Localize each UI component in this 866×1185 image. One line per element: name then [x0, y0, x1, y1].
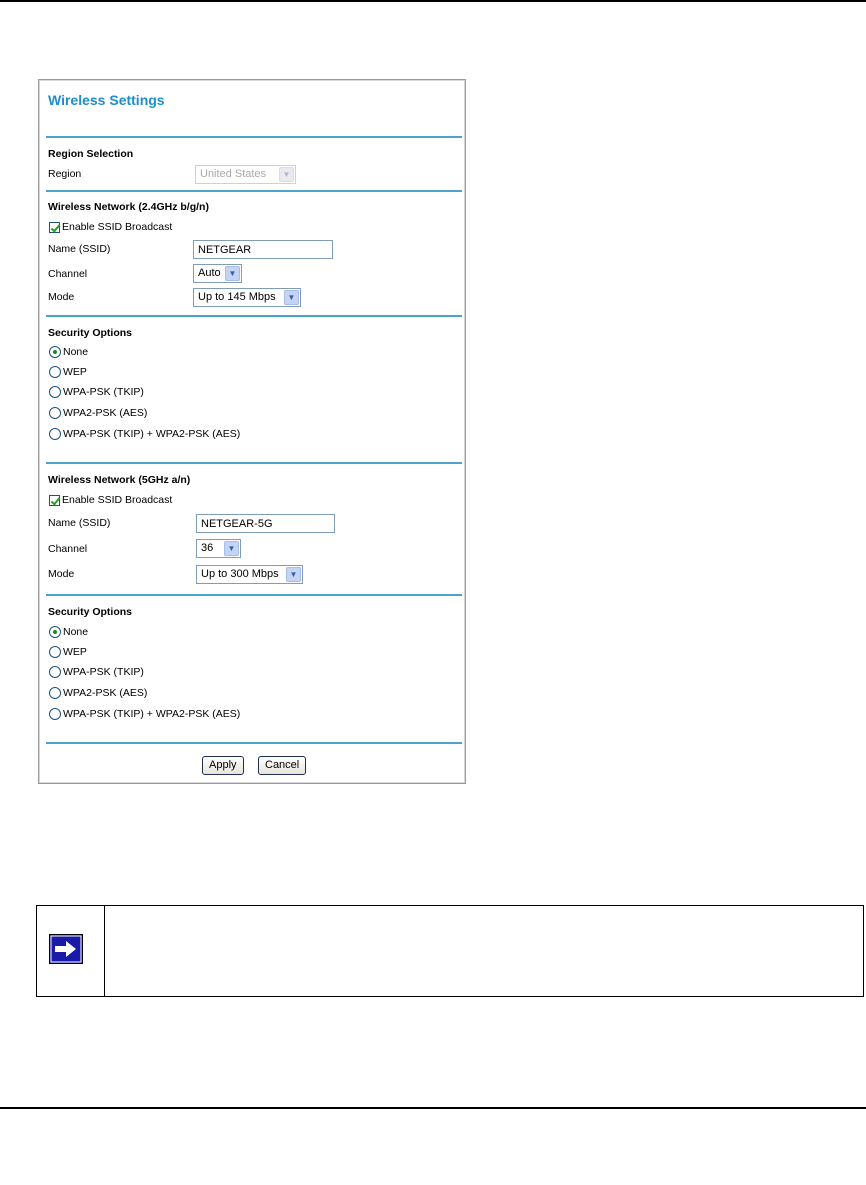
radio-icon[interactable]	[49, 407, 61, 419]
network-5-heading: Wireless Network (5GHz a/n)	[48, 474, 191, 486]
radio-icon[interactable]	[49, 428, 61, 440]
region-select	[195, 165, 296, 184]
security-24-option-label: None	[63, 346, 89, 358]
radio-icon[interactable]	[49, 666, 61, 678]
section-divider	[46, 315, 462, 317]
security-5-option-mixed[interactable]	[49, 708, 240, 720]
apply-button[interactable]: Apply	[202, 756, 244, 775]
ssid-5-label: Name (SSID)	[48, 517, 111, 529]
channel-24-select[interactable]	[193, 264, 242, 283]
radio-icon[interactable]	[49, 708, 61, 720]
radio-icon[interactable]	[49, 366, 61, 378]
mode-24-value: Up to 145 Mbps	[198, 291, 276, 303]
section-divider	[46, 136, 462, 138]
radio-icon[interactable]	[49, 687, 61, 699]
channel-24-value: Auto	[198, 267, 221, 279]
radio-icon[interactable]	[49, 646, 61, 658]
security-24-option-wpa-psk[interactable]	[49, 386, 144, 398]
radio-icon[interactable]	[49, 386, 61, 398]
checkbox-checked-icon[interactable]	[49, 222, 60, 233]
ssid-24-label: Name (SSID)	[48, 243, 111, 255]
section-divider	[46, 594, 462, 596]
section-divider	[46, 190, 462, 192]
chevron-down-icon[interactable]: ▼	[224, 541, 239, 556]
note-divider	[104, 906, 105, 996]
ssid-broadcast-5-label: Enable SSID Broadcast	[62, 494, 173, 506]
security-24-option-wep[interactable]	[49, 366, 87, 378]
security-5-option-label: WPA-PSK (TKIP) + WPA2-PSK (AES)	[63, 708, 241, 720]
security-5-option-label: WPA-PSK (TKIP)	[63, 666, 144, 678]
mode-5-label: Mode	[48, 568, 75, 580]
network-24-heading: Wireless Network (2.4GHz b/g/n)	[48, 201, 209, 213]
security-5-option-wep[interactable]	[49, 646, 87, 658]
mode-24-label: Mode	[48, 291, 75, 303]
chevron-down-icon[interactable]: ▼	[284, 290, 299, 305]
region-label: Region	[48, 168, 82, 180]
bottom-rule	[0, 1107, 866, 1109]
security-24-option-label: WEP	[63, 366, 87, 378]
ssid-broadcast-5-checkbox[interactable]	[49, 494, 172, 506]
section-divider	[46, 742, 462, 744]
note-box	[36, 905, 864, 997]
security-24-option-mixed[interactable]	[49, 428, 240, 440]
mode-5-select[interactable]	[196, 565, 303, 584]
channel-5-select[interactable]	[196, 539, 241, 558]
channel-24-label: Channel	[48, 268, 88, 280]
top-rule	[0, 0, 866, 2]
region-section-heading: Region Selection	[48, 148, 134, 160]
page-title: Wireless Settings	[48, 92, 165, 108]
channel-5-value: 36	[201, 542, 214, 554]
mode-5-value: Up to 300 Mbps	[201, 568, 279, 580]
right-arrow-icon	[49, 934, 83, 964]
security-24-heading: Security Options	[48, 327, 133, 339]
channel-5-label: Channel	[48, 543, 88, 555]
chevron-down-icon[interactable]: ▼	[225, 266, 240, 281]
security-24-option-wpa2-psk[interactable]	[49, 407, 147, 419]
security-5-option-label: WPA2-PSK (AES)	[63, 687, 148, 699]
cancel-button[interactable]: Cancel	[258, 756, 306, 775]
security-5-heading: Security Options	[48, 606, 133, 618]
security-24-option-label: WPA-PSK (TKIP)	[63, 386, 144, 398]
chevron-down-icon: ▼	[279, 167, 294, 182]
ssid-broadcast-24-checkbox[interactable]	[49, 221, 172, 233]
security-5-option-wpa2-psk[interactable]	[49, 687, 147, 699]
radio-selected-icon[interactable]	[49, 346, 61, 358]
mode-24-select[interactable]	[193, 288, 301, 307]
security-5-option-label: None	[63, 626, 89, 638]
wireless-settings-panel	[38, 79, 466, 784]
chevron-down-icon[interactable]: ▼	[286, 567, 301, 582]
security-24-option-label: WPA2-PSK (AES)	[63, 407, 148, 419]
section-divider	[46, 462, 462, 464]
security-24-option-label: WPA-PSK (TKIP) + WPA2-PSK (AES)	[63, 428, 241, 440]
radio-selected-icon[interactable]	[49, 626, 61, 638]
region-select-value: United States	[200, 168, 267, 180]
ssid-5-input[interactable]	[196, 514, 335, 533]
ssid-24-input[interactable]	[193, 240, 333, 259]
security-5-option-wpa-psk[interactable]	[49, 666, 144, 678]
checkbox-checked-icon[interactable]	[49, 495, 60, 506]
security-5-option-none[interactable]	[49, 626, 88, 638]
ssid-broadcast-24-label: Enable SSID Broadcast	[62, 221, 173, 233]
security-24-option-none[interactable]	[49, 346, 88, 358]
security-5-option-label: WEP	[63, 646, 87, 658]
